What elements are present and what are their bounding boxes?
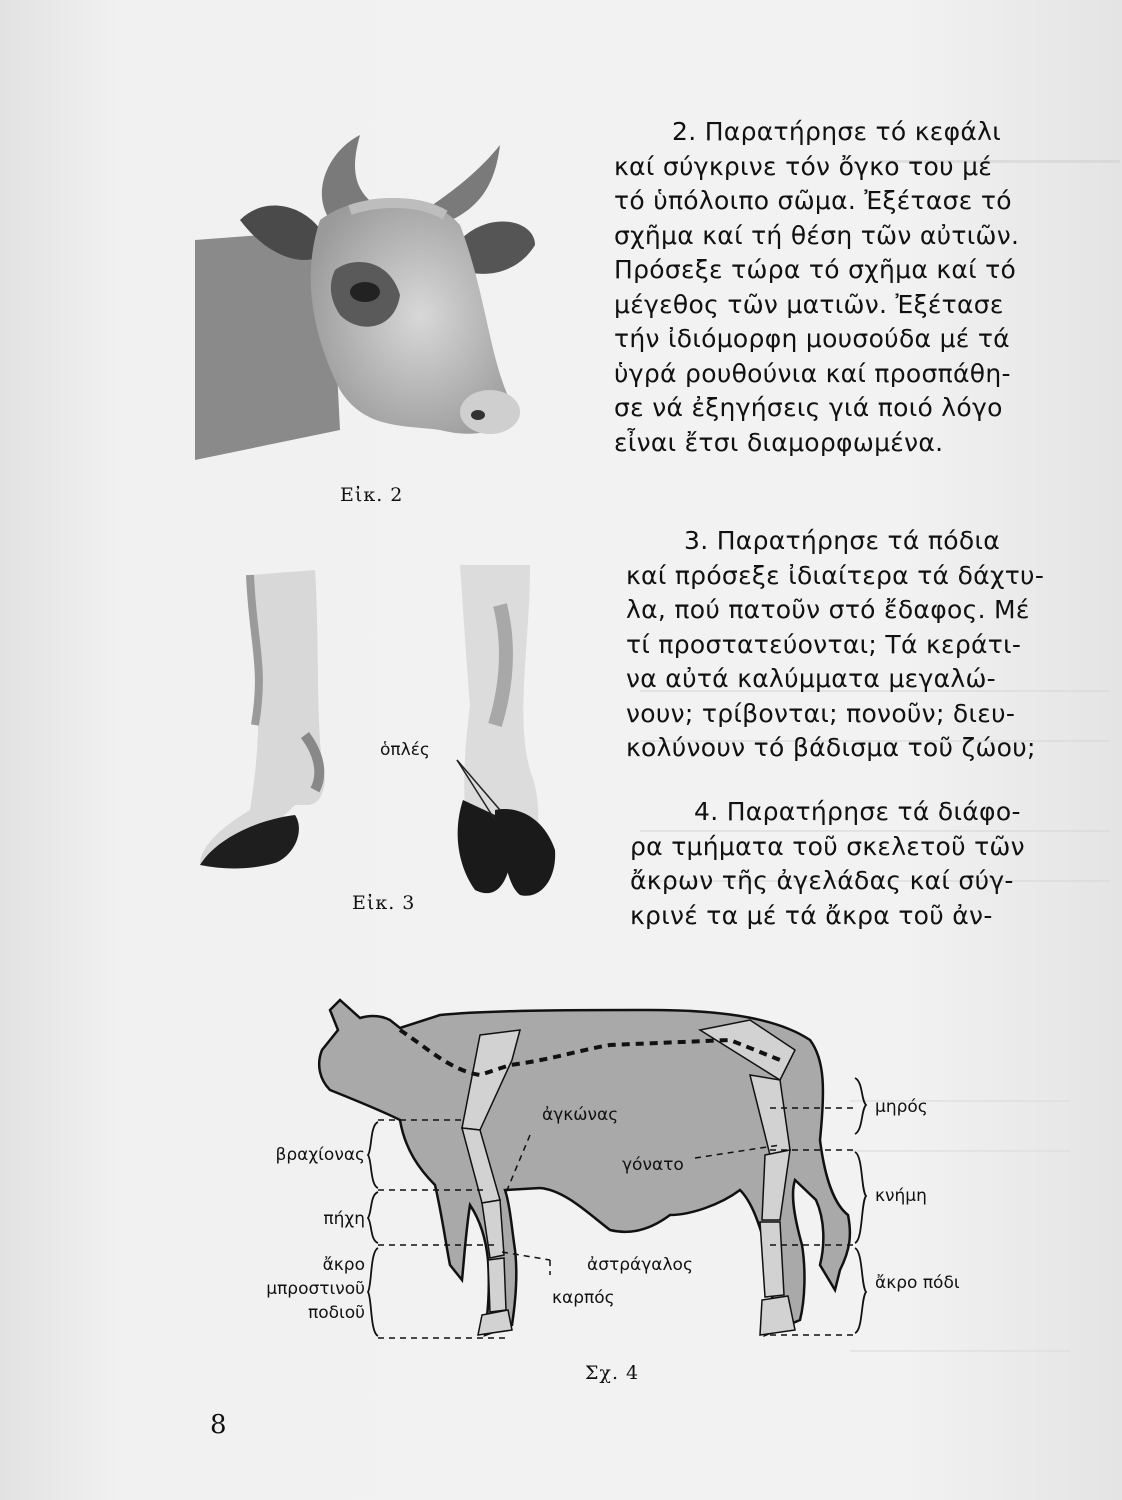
paragraph-4 [630,795,1025,933]
paragraph-3-line: λα, πού πατοῦν στό ἔδαφος. Μέ [626,595,1030,624]
paragraph-2 [614,115,1019,460]
paragraph-4-line: 4. Παρατήρησε τά διάφο- [694,797,1021,826]
hooves-label: ὁπλές [380,740,430,760]
paragraph-2-line: τήν ἰδιόμορφη μουσούδα μέ τά [614,324,1010,353]
paragraph-4-line: κρινέ τα μέ τά ἄκρα τοῦ ἀν- [630,900,993,930]
paragraph-2-line: 2. Παρατήρησε τό κεφάλι [672,117,1002,146]
paragraph-3-line: τί προστατεύονται; Τά κεράτι- [626,629,1022,659]
label-knimi: κνήμη [875,1186,927,1206]
paragraph-2-line: καί σύγκρινε τόν ὄγκο του μέ [614,151,993,181]
label-karpos: καρπός [552,1288,615,1308]
paragraph-2-line: Πρόσεξε τώρα τό σχῆμα καί τό [614,255,1017,284]
label-akro-3: ποδιοῦ [307,1303,365,1323]
label-pichi: πήχη [323,1209,365,1229]
paragraph-2-line: τό ὑπόλοιπο σῶμα. Ἐξέτασε τό [614,186,1012,215]
cow-head-photo [190,130,540,470]
paragraph-2-line: εἶναι ἔτσι διαμορφωμένα. [614,427,944,457]
paragraph-2-line: σε νά ἐξηγήσεις γιά ποιό λόγο [614,393,1003,422]
figure-3-caption: Εἰκ. 3 [352,892,416,914]
cow-skeleton-diagram [250,990,1010,1350]
figure-2-caption: Εἰκ. 2 [340,484,404,506]
label-akro-2: μπροστινοῦ [266,1279,365,1299]
label-gonato: γόνατο [622,1155,684,1175]
paragraph-2-line: ὑγρά ρουθούνια καί προσπάθη- [614,358,1011,388]
paragraph-2-line: μέγεθος τῶν ματιῶν. Ἐξέτασε [614,289,1004,319]
page-number: 8 [210,1410,227,1440]
paragraph-4-line: ρα τμήματα τοῦ σκελετοῦ τῶν [630,831,1025,861]
label-brachionas: βραχίονας [275,1145,365,1165]
paragraph-3-line: να αὐτά καλύμματα μεγαλώ- [626,664,996,693]
paragraph-3-line: 3. Παρατήρησε τά πόδια [684,526,1000,555]
paragraph-2-line: σχῆμα καί τή θέση τῶν αὐτιῶν. [614,220,1020,250]
paragraph-3 [626,524,1044,766]
label-miros: μηρός [875,1097,928,1117]
paragraph-4-line: ἄκρων τῆς ἀγελάδας καί σύγ- [630,866,1014,895]
paragraph-3-line: νουν; τρίβονται; πονοῦν; διευ- [626,698,1016,728]
paragraph-3-line: καί πρόσεξε ἰδιαίτερα τά δάχτυ- [626,560,1045,590]
cow-legs-photo [195,565,585,905]
figure-4-caption: Σχ. 4 [585,1362,640,1384]
paragraph-3-line: κολύνουν τό βάδισμα τοῦ ζώου; [626,733,1036,762]
left-braces [368,1122,378,1336]
label-agkonas: ἀγκώνας [542,1105,619,1125]
label-akro-podi: ἄκρο πόδι [875,1273,960,1293]
label-astragalos: ἀστράγαλος [587,1255,693,1275]
right-braces [855,1078,866,1333]
label-akro-1: ἄκρο [322,1255,365,1275]
